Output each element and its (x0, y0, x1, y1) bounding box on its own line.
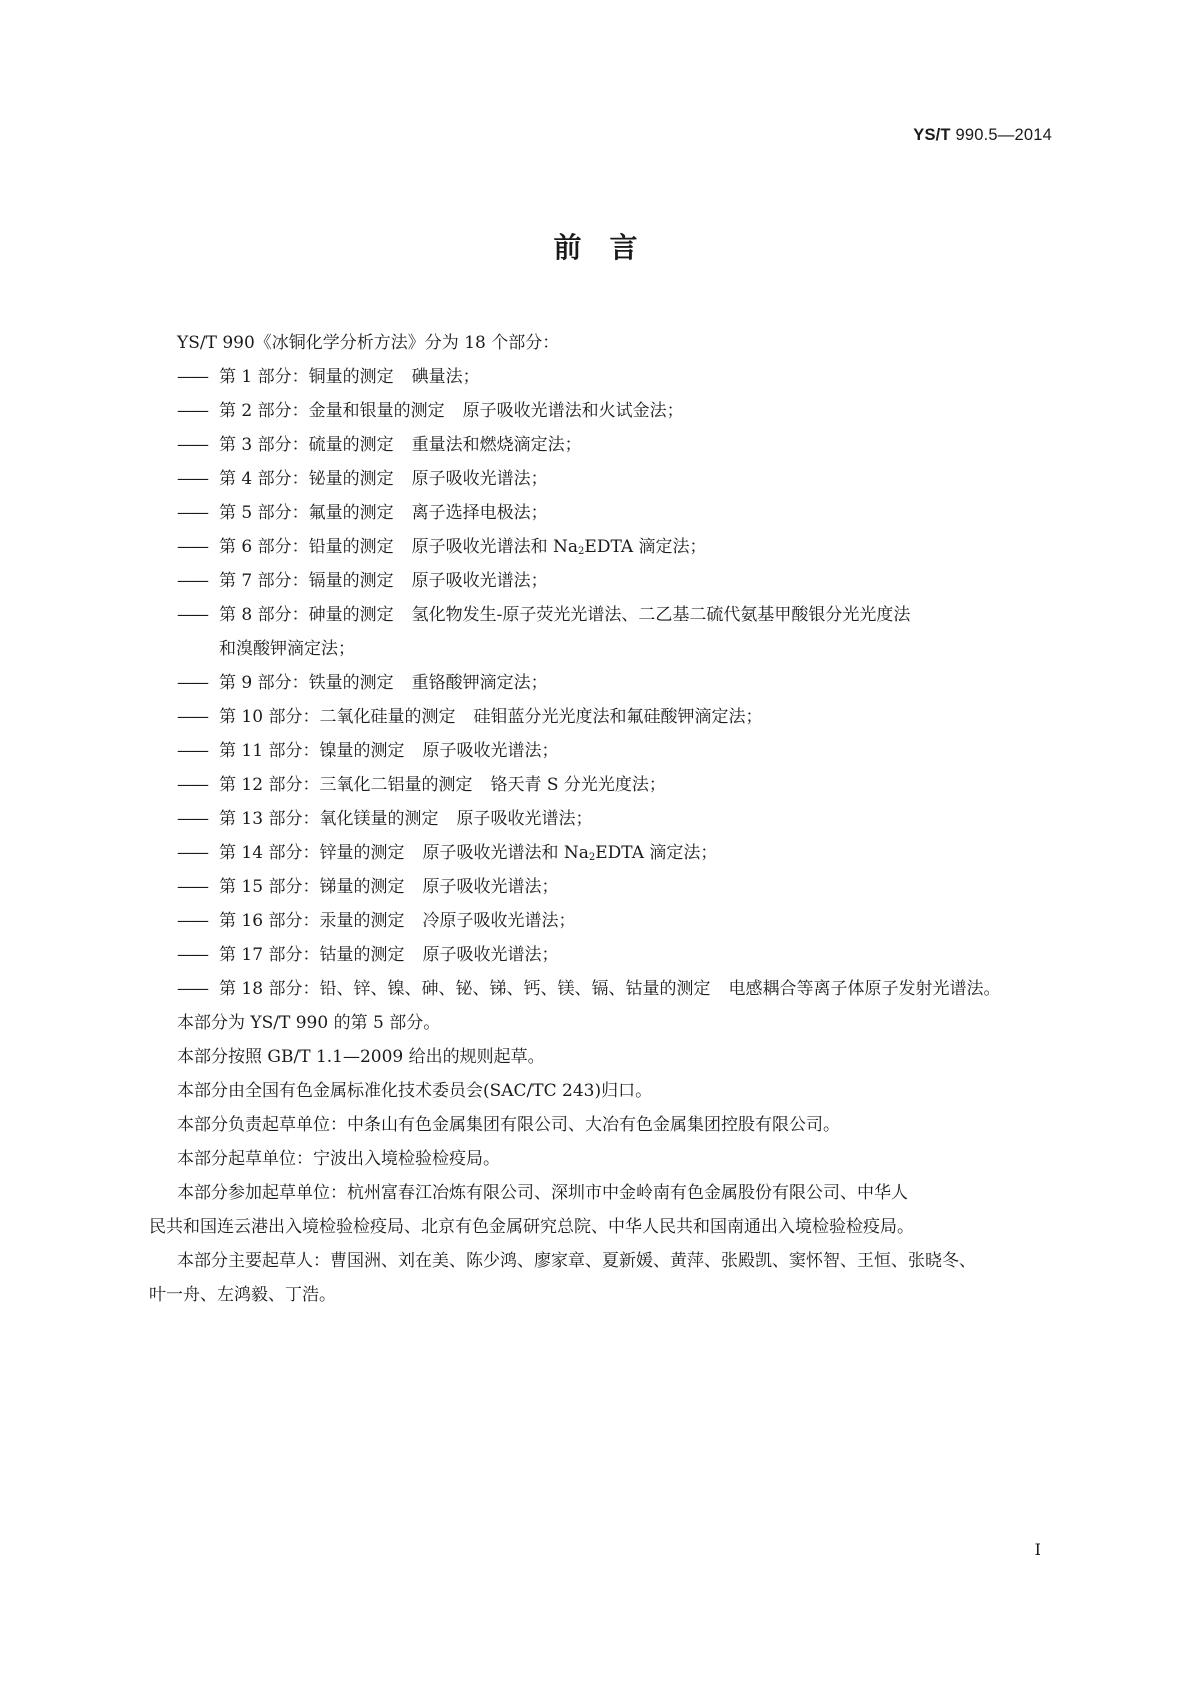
paragraph: 本部分按照 GB/T 1.1—2009 给出的规则起草。 (177, 1047, 545, 1067)
part-item (177, 496, 1057, 530)
paragraph-line: 叶一舟、左鸿毅、丁浩。 (149, 1285, 336, 1305)
part-item (177, 394, 1057, 428)
part-method: 原子吸收光谱法； (422, 945, 559, 965)
part-method: 离子选择电极法； (411, 503, 548, 523)
part-head: 第 10 部分：二氧化硅量的测定 (219, 707, 456, 727)
part-head: 第 8 部分：砷量的测定 (219, 605, 394, 625)
paragraph: 本部分负责起草单位：中条山有色金属集团有限公司、大冶有色金属集团控股有限公司。 (177, 1115, 840, 1135)
part-method: 原子吸收光谱法和 $Na_2EDTA$ 滴定法； (411, 537, 707, 557)
part-head: 第 1 部分：铜量的测定 (219, 367, 394, 387)
paragraph (149, 1176, 1057, 1244)
part-item (177, 870, 1057, 904)
em-dash: —— (177, 911, 207, 931)
part-item (177, 360, 1057, 394)
part-method: 铬天青 S 分光光度法； (490, 775, 666, 795)
paragraph-line: 民共和国连云港出入境检验检疫局、北京有色金属研究总院、中华人民共和国南通出入境检验检疫局。 (149, 1217, 914, 1237)
paragraph: 本部分由全国有色金属标准化技术委员会(SAC/TC 243)归口。 (177, 1081, 653, 1101)
standard-code-prefix: YS/T (913, 126, 951, 144)
standard-code (913, 126, 1052, 145)
part-method: 氢化物发生-原子荧光光谱法、二乙基二硫代氨基甲酸银分光光度法 (411, 605, 911, 625)
part-head: 第 6 部分：铅量的测定 (219, 537, 394, 557)
part-head: 第 17 部分：钴量的测定 (219, 945, 405, 965)
part-method: 原子吸收光谱法； (411, 469, 548, 489)
part-method: 原子吸收光谱法和 $Na_2EDTA$ 滴定法； (422, 843, 718, 863)
paragraph: 本部分为 YS/T 990 的第 5 部分。 (177, 1013, 441, 1033)
part-head: 第 11 部分：镍量的测定 (219, 741, 405, 761)
em-dash: —— (177, 707, 207, 727)
part-method: 原子吸收光谱法； (422, 741, 559, 761)
em-dash: —— (177, 775, 207, 795)
page-number: I (1034, 1540, 1041, 1559)
part-method: 电感耦合等离子体原子发射光谱法。 (728, 979, 1001, 999)
paragraph (149, 1244, 1057, 1312)
em-dash: —— (177, 843, 207, 863)
part-head: 第 14 部分：锌量的测定 (219, 843, 405, 863)
part-head: 第 15 部分：锑量的测定 (219, 877, 405, 897)
part-method: 原子吸收光谱法； (411, 571, 548, 591)
em-dash: —— (177, 503, 207, 523)
standard-code-number: 990.5—2014 (950, 126, 1052, 144)
em-dash: —— (177, 401, 207, 421)
em-dash: —— (177, 945, 207, 965)
part-item (177, 462, 1057, 496)
em-dash: —— (177, 435, 207, 455)
part-item (177, 428, 1057, 462)
em-dash: —— (177, 877, 207, 897)
part-head: 第 18 部分：铅、锌、镍、砷、铋、锑、钙、镁、镉、钴量的测定 (219, 979, 711, 999)
part-method: 原子吸收光谱法； (422, 877, 559, 897)
em-dash: —— (177, 673, 207, 693)
part-method: 冷原子吸收光谱法； (422, 911, 576, 931)
part-head: 第 13 部分：氧化镁量的测定 (219, 809, 439, 829)
paragraph-line: 本部分主要起草人：曹国洲、刘在美、陈少鸿、廖家章、夏新媛、黄萍、张殿凯、窦怀智、王恒、张晓冬、 (177, 1251, 976, 1271)
part-item (177, 836, 1057, 870)
part-method: 原子吸收光谱法； (456, 809, 593, 829)
part-head: 第 2 部分：金量和银量的测定 (219, 401, 445, 421)
part-item (177, 564, 1057, 598)
em-dash: —— (177, 605, 207, 625)
em-dash: —— (177, 571, 207, 591)
paragraph: 本部分起草单位：宁波出入境检验检疫局。 (177, 1149, 500, 1169)
part-item (177, 938, 1057, 972)
intro-line: YS/T 990《冰铜化学分析方法》分为 18 个部分： (177, 333, 560, 353)
part-item-continuation: 和溴酸钾滴定法； (219, 639, 355, 659)
part-method: 原子吸收光谱法和火试金法； (462, 401, 684, 421)
part-item (177, 768, 1057, 802)
em-dash: —— (177, 367, 207, 387)
part-head: 第 7 部分：镉量的测定 (219, 571, 394, 591)
em-dash: —— (177, 469, 207, 489)
part-head: 第 16 部分：汞量的测定 (219, 911, 405, 931)
em-dash: —— (177, 537, 207, 557)
document-body (149, 326, 1057, 1312)
part-method: 重铬酸钾滴定法； (411, 673, 548, 693)
part-item (177, 972, 1057, 1006)
part-item (177, 598, 1057, 632)
part-method: 碘量法； (411, 367, 480, 387)
part-item (177, 734, 1057, 768)
part-item (177, 802, 1057, 836)
part-head: 第 12 部分：三氧化二铝量的测定 (219, 775, 473, 795)
em-dash: —— (177, 979, 207, 999)
part-head: 第 4 部分：铋量的测定 (219, 469, 394, 489)
em-dash: —— (177, 809, 207, 829)
em-dash: —— (177, 741, 207, 761)
part-head: 第 9 部分：铁量的测定 (219, 673, 394, 693)
part-method: 重量法和燃烧滴定法； (411, 435, 582, 455)
part-item (177, 666, 1057, 700)
part-method: 硅钼蓝分光光度法和氟硅酸钾滴定法； (473, 707, 763, 727)
part-item (177, 700, 1057, 734)
part-head: 第 3 部分：硫量的测定 (219, 435, 394, 455)
part-item (177, 530, 1057, 564)
paragraph-line: 本部分参加起草单位：杭州富春江冶炼有限公司、深圳市中金岭南有色金属股份有限公司、中华人 (177, 1183, 908, 1203)
part-item (177, 904, 1057, 938)
part-head: 第 5 部分：氟量的测定 (219, 503, 394, 523)
page-title: 前 言 (553, 231, 638, 264)
